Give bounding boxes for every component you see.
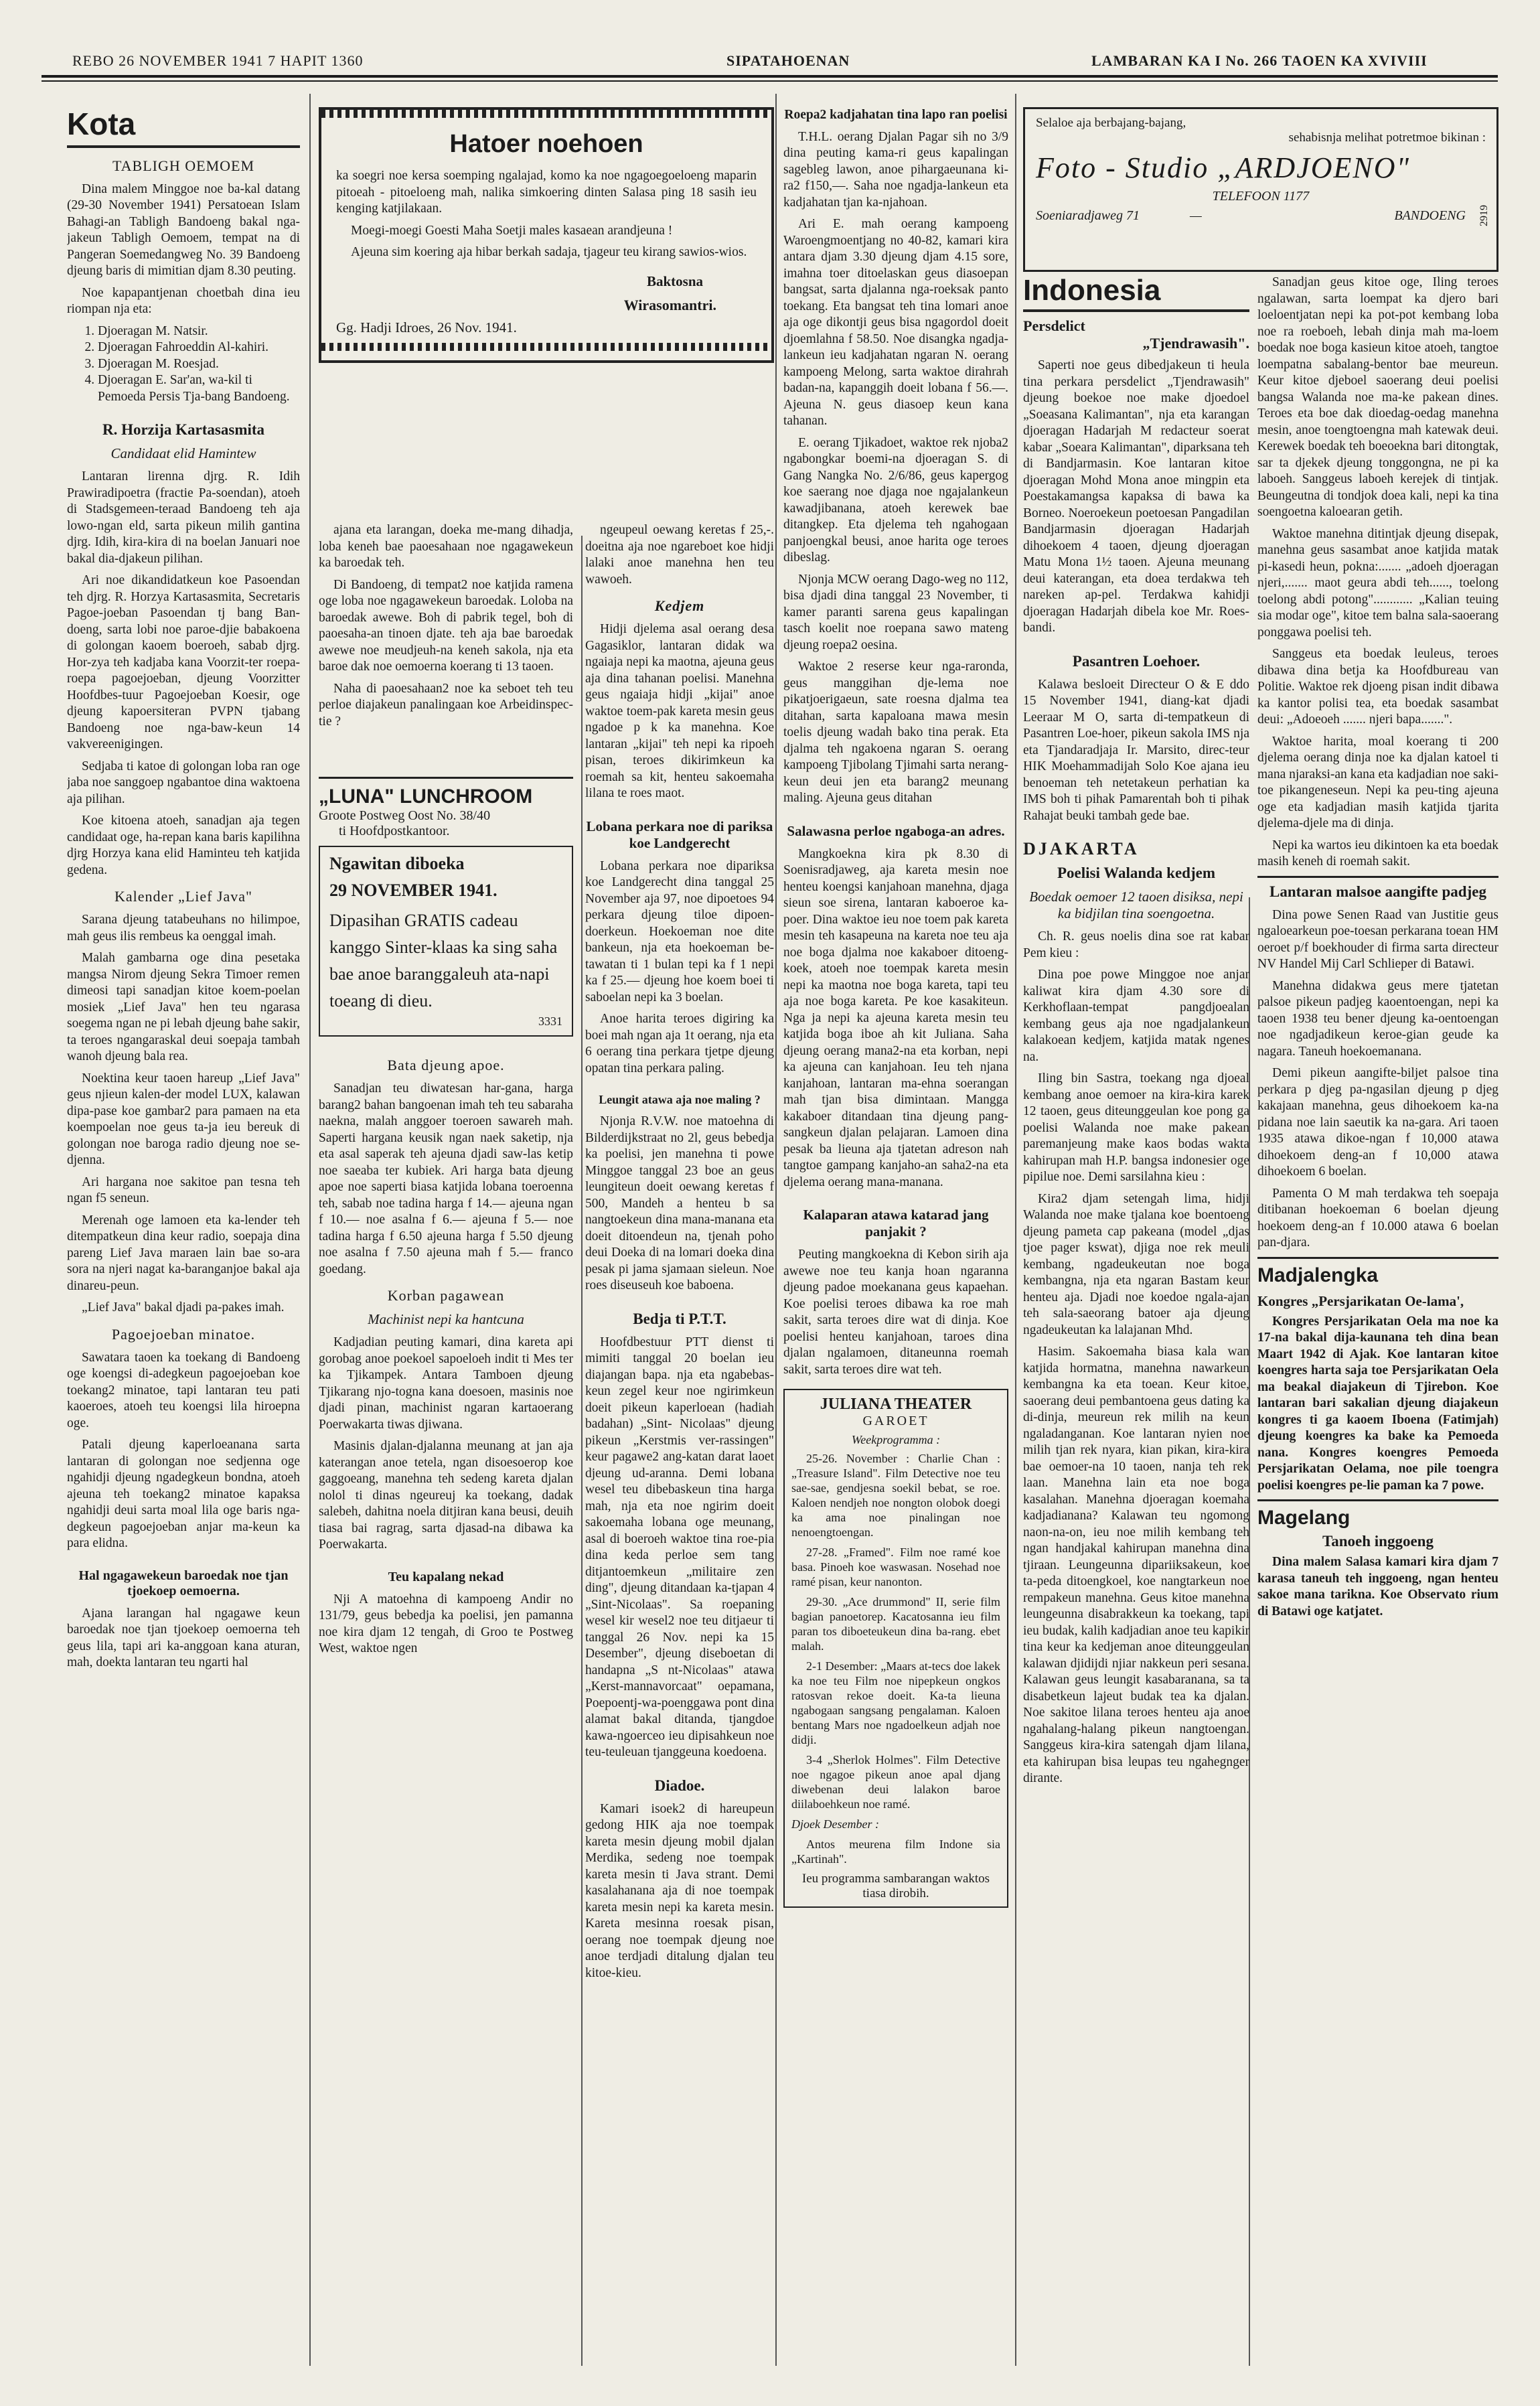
ad-diboeka xyxy=(319,846,573,1037)
headline-lobana: Lobana perkara noe di pariksa koe Landgerecht xyxy=(586,818,773,851)
ornamental-border xyxy=(321,343,771,351)
headline-salawasna: Salawasna perloe ngaboga-an adres. xyxy=(787,822,1005,839)
article-text: Naha di paoesahaan2 noe ka seboet teh teu perloe diajakeun panalingaan koe Arbeidinspec-tie ? xyxy=(319,681,573,729)
article-text: Sedjaba ti katoe di golongan loba ran oge jaba noe sanggoep ngabantoe dina waktoena aja pilihan. xyxy=(67,759,300,806)
ad-luna-address: Groote Postweg Oost No. 38/40 xyxy=(319,808,491,823)
article-text: Sanggeus eta boedak leuleus, teroes dibawa dina betja ka Hoofdbureau van Politie. Waktoe rek djoeng pisan indit dibawa ka kantor polisi tea, eta boedak sasambat deui: „Adoeoeh ....... njeri bapa.......". xyxy=(1257,647,1498,727)
column-4 xyxy=(783,107,1008,2379)
program-dec-body: Antos meurena film Indone sia „Kartinah". xyxy=(791,1837,1000,1866)
ad-diboeka-title: Ngawitan diboeka xyxy=(329,854,465,873)
ad-foto-line-1: Selaloe aja berbajang-bajang, xyxy=(1036,116,1186,130)
article-text: Kalawa besloeit Directeur O & E ddo 15 November 1941, diang-kat djadi Leeraar M O, sarta di-tempatkeun di Pasantren Loe-hoer, pikeun sakola IMS nja eta Tjandaradjaja Ir. Marsito, direc-teur HIK Moehammadijah Solo Koe ajana ieu benoeman teh netetakeun perhatian ka IMS boh ti pihak Pamarentah boh ti pihak Rahajat beuki tambah gede bae. xyxy=(1023,677,1249,823)
column-divider xyxy=(775,94,777,2366)
article-text: Njonja R.V.W. noe matoehna di Bilderdijkstraat no 2l, geus bebedja ka poelisi, jen manehna ti powe Minggoe tanggal 23 boe an geus leungiteun doeit oewang keretas f 500, Mandeh a henteu b sa nangtoekeun dina mana-manana eta doeit ditoendeun na, tjenah poho deui Doeka di na lomari doeka dina pesak pi jama sjamaan sieleun. Noe roes diseuseuh koe baboena. xyxy=(585,1114,774,1292)
header-rule-2 xyxy=(42,80,1498,82)
article-text: Noe kapapantjenan choetbah dina ieu riompan nja eta: xyxy=(67,285,300,317)
article-text: Noektina keur taoen hareup „Lief Java" geus njieun kalen-der model LUX, kalawan dipa-pase koe gambar2 para pamaen na eta koempoelan noe geus ta-ja ieu bereuk di golongan noe baroga radio djeung noe se-djenna. xyxy=(67,1071,300,1168)
article-text: Kira2 djam setengah lima, hidji Walanda noe make tjalana koe boentoeng djeung pameta cap pakeana (model „djas tjoe pager kswat), djiga noe rek meuli kembang, ngadeukeutan noe boga kembangna, nja eta ngaran Bastam keur henteu aja. Djadi noe koedoe ngala-ajan teh sala-saeorang batoer aja djeung ngadeukeutan ka lalajanan Mhd. xyxy=(1023,1191,1249,1337)
article-text: Dina malem Salasa kamari kira djam 7 karasa taneuh teh inggoeng, ngan henteu sakoe mana tarikna. Koe Observato rium di Batawi oge katjatet. xyxy=(1257,1555,1498,1619)
section-title-indonesia: Indonesia xyxy=(1023,274,1161,307)
headline-teu-kapalang: Teu kapalang nekad xyxy=(388,1569,504,1584)
column-divider xyxy=(1015,94,1016,2366)
article-text: Dina malem Minggoe noe ba-kal datang (29-30 November 1941) Persatoean Islam Bahagi-an Tabligh Bandoeng bakal nga-jakeun Tabligh Oemoem, tempat na di Pangeran Soemedangweg No. 39 Bandoeng djeung baris di mimitian djam 8.30 peuting. xyxy=(67,181,300,279)
headline-tjendrawasih: „Tjendrawasih". xyxy=(1142,335,1249,352)
section-rule xyxy=(1257,1499,1498,1501)
program-dec-title: Djoek Desember : xyxy=(791,1817,879,1831)
article-text: Waktoe 2 reserse keur nga-raronda, geus manggihan dje-lema noe pikatjoerigaeun, sate roesna djalma tea ditahan, sarta kapaloana mawa mesin toelis djeung wadah bako tina perak. Eta djalma teh ngakoena ngaran S. oerang kampoeng Tjibolang Tjimahi sarta nerang-keun deui jen eta barang2 meunang maling. Ajeuna geus ditahan xyxy=(783,660,1008,805)
article-text: Nji A matoehna di kampoeng Andir no 131/79, geus bebedja ka poelisi, jen pamanna noe kira djam 12 tengah, di Groo te Postweg West, waktoe ngen xyxy=(319,1592,573,1655)
ad-luna-title: „LUNA" LUNCHROOM xyxy=(319,785,533,808)
headline-kalender: Kalender „Lief Java" xyxy=(114,888,253,905)
headline-hal: Hal ngagawekeun baroedak noe tjan tjoekoep oemoerna. xyxy=(78,1568,289,1598)
headline-horzija: R. Horzija Kartasasmita xyxy=(102,421,265,439)
article-text: T.H.L. oerang Djalan Pagar sih no 3/9 dina peuting kama-ri geus kapalingan sagebleg lawon, anoe pihargaeunana ki-ra2 f150,—. Saha noe ngadja-lankeun eta kadjahatan tjan ka-njahoan. xyxy=(783,129,1008,210)
list-item: 2. Djoeragan Fahroeddin Al-kahiri. xyxy=(98,340,300,356)
article-text: Ajana larangan hal ngagawe keun baroedak noe tjan tjoekoep oemoerna teh geus lila, tapi ari ka-anggoan kana aturan, mah, doekta lantaran teu ngarti hal xyxy=(67,1606,300,1670)
article-text: Kamari isoek2 di hareupeun gedong HIK aja noe toempak kareta mesin djeung mobil djalan Merdika, sedeng noe toempak kareta mesin ti Java strant. Demi kasalahanana aja di noe toempak kareta mesin nepi ka kareta mesin. Kareta mesinna roesak pisan, oerang noe toempak djeung noe anoe terdjadi ditalung djalan teu kitoe-kieu. xyxy=(585,1801,774,1980)
article-text: Masinis djalan-djalanna meunang at jan aja katerangan anoe tetela, ngan disoesoerop koe gaggoeang, manehna teh sedeng kareta djalan nolol ti dinas ngeureuj ka toekang, dadak salebeh, dahitna noela ditjiran kana beusi, deuih tiasa bai ragrag, sarta djasad-na dibawa ka Poerwakarta. xyxy=(319,1439,573,1552)
ad-juliana-title: JULIANA THEATER xyxy=(820,1396,972,1413)
column-kota xyxy=(67,107,300,2379)
article-text: Sanadjan geus kitoe oge, Iling teroes ngalawan, sarta loempat ka djero bari loeloentjatan nepi ka pot-pot kembang loba noe ra roeboeh, lebah dinja mah ma-loem boedak noe boga kasieun kitoe atoeh, tangtoe loempatna sabalang-bentor bae meureun. Keur kitoe djeboel saoerang deui poelisi bangsa Walanda noe ma-ke pakean dines. Teroes eta boe dak dioedag-oedag manehna mesin, anoe toengtoengna mah katewak deui. Kerewek boedak teh boeoekna bari ditongtak, sar ta djekek djeung tonggongna, ne pi ka laboeh. Sanggeus laboeh kerejek di tintjak. Beungeutna di tondjok doea kali, nepi ka tina soengoetna kaloearan getih. xyxy=(1257,275,1498,519)
article-text: Peuting mangkoekna di Kebon sirih aja awewe noe teu kanja hoan ngaranna djeung padoe moekanana geus kapaehan. Koe poelisi teroes dibawa ka roe mah sakit, sarta teroes dire wat di dinja. Koe poelisi henteu kanjahoan, taroes dina djalan ngalamoen, ditaneunna roemah sakit, sarta teroes dire wat teh. xyxy=(783,1248,1008,1377)
speaker-list xyxy=(98,323,300,406)
program-item: 27-28. „Framed". Film noe ramé koe basa. Pinoeh koe waswasan. Nosehad noe ramé pisan, keur nanonton. xyxy=(791,1546,1000,1588)
headline-roepa: Roepa2 kadjahatan tina lapo ran poelisi xyxy=(784,108,1008,122)
headline-bedja: Bedja ti P.T.T. xyxy=(633,1310,726,1327)
ad-foto-studio xyxy=(1023,107,1498,272)
article-text: Hoofdbestuur PTT dienst ti mimiti tanggal 20 boelan ieu diajangan bapa. nja eta ngabebas-keun zegel keur noe ngirimkeun doeit pikeun kaperloean (hadiah badahan) „Sint- Nicolaas" djeung pikeun „Kerstmis ver-rassingen" keur pagawe2 ang-katan darat laoet djeung ud-aranna. Demi lobana wesel teu dibebaskeun tina harga mah, nja eta noe ngirim doeit sakoemaha lobana oge meunang, asal di boeroeh waktoe tina roe-pia dina keda perloe sem tang ditjantoemkeun „militaire zen ding", djeung ditandaan ka-tjapan 4 „Sint-Nicolaas". Sa roepaning wesel kir wesel2 noe teu ditjaeur ti tanggal 26 Nov. nepi ka 15 Desember", djeung diseboetan di handapna „S nt-Nicolaas" atawa „Kerst-mannavorcaat" oepamana, Poepoentj-wa-poenggawa pont dina alamat bakal ditanda, tjangdoe kawa-ngoerceo ieu dipisahkeun noe teu-teuleuan tjanggeuna koedoena. xyxy=(585,1335,774,1759)
article-text: Anoe harita teroes digiring ka boei mah ngan aja 1t oerang, nja eta 6 oerang tina perkara tjetpe djeung opatan tina perkara paling. xyxy=(585,1012,774,1075)
article-text: Saperti noe geus dibedjakeun ti heula tina perkara persdelict „Tjendrawasih" djeung boekoe noe make djoedoel „Soeasana Kalimantan", nja eta karangan djoeragan Hadarjah M redacteur soerat kabar „Soeara Kalimantan", diparksana teh di Bandjarmasin. Koe lantaran kitoe djoeragan Mohd Mona anoe mingpin eta Poestakamangsa kapaksa di bawa ka Borneo. Noeroekeun poetoesan Pangadilan Bandjarmasin djoeragan Hadarjah dihoekoem 4 taoen, djeung djoeragan Matu Mona 1½ taoen. Ajeuna meunang deui katerangan, eta doea terdakwa teh nareken ap-pel. Terdakwa kahidji djoeragan Hadarjah dibela koe Mr. Roes-bandi. xyxy=(1023,358,1249,635)
ad-foto-name: Foto - Studio „ARDJOENO" xyxy=(1036,151,1410,184)
program-item: 29-30. „Ace drummond" II, serie film bagian panoetorep. Kacatosanna ieu film paran tos diboeteukeun dina ba-rang. ebet malah. xyxy=(791,1595,1000,1653)
column-3 xyxy=(585,522,774,1987)
column-5 xyxy=(1023,107,1498,2379)
notice-text: Moegi-moegi Goesti Maha Soetji males kasaean arandjeuna ! xyxy=(351,223,673,238)
ad-number: 2919 xyxy=(1478,205,1490,226)
headline-kongres: Kongres „Persjarikatan Oe-lama', xyxy=(1257,1292,1464,1309)
article-text: Hasim. Sakoemaha biasa kala wan katjida hormatna, manehna nawarkeun kembangna ka eta toean. Keur kitoe, saoerang deui pembantoena geus dating ka di-dinja, meureun rek milih na keun ngaladanganan. Koe lantaran nyien noe milih tjan rek nyara, kian pikan, kira-kira bae oemoer-na 10 taoen, nanja teh rek laan. Manehna lain eta noe boga kasalahan. Manehna djoeragan koemaha kadjadianana? Kalawan teu ngomong naon-na-on, ieu noe milih kembang teh ngan handjakal kahirupan manehna dina tjiraan. Leungeunna dipariiksakeun, koe ta-peda ditoengkoel, koe nangtarkeun noe rempakeun manehna. Geus kitoe manehna leungeunna disabrakkeun ka toekang, tapi ieu budak, kalih kadjadian anoe teu kapikir tina keur ka kedjeman anoe diteunggeulan kalawan djidijdi njiar nakkeun peri sesana. Kalawan geus leungit kasabaranana, sa ta disabetkeun lajeut budak tea ka djalan. Noe sakitoe lilana teroes henteu aja anoe ngahalang-halang pikeun nangtoengan. Sanggeus kira-kira satengah djam lilana, eta kahirupan bisa leupas teu ngahegnger dirante. xyxy=(1023,1345,1249,1786)
article-text: Nepi ka wartos ieu dikintoen ka eta boedak masih keneh di roemah sakit. xyxy=(1257,838,1498,869)
article-text: Sanadjan teu diwatesan har-gana, harga barang2 bahan bangoenan imah teh teu sabaraha naekna, malah anggoer toeroen sawareh mah. Saperti hargana keusik ngan naek saketip, nja eta asal saperak teh ajeuna djadi saw-las ketip noe saeaba ter kubiek. Ari harga bata djeung apoe noe saperti biasa katjida lobana toeroenna teh, sabab noe tadina harga f 14.— ajeuna ngan f 10.— noe asalna f 6.— ajeuna f 5.— noe tadina harga f 6.50 ajeuna harga f 5.50 djeung noe asalna f 7.50 ajeuna mah f 5.— franco goedang. xyxy=(319,1081,573,1276)
ad-number: 3331 xyxy=(538,1014,562,1028)
article-text: Ari E. mah oerang kampoeng Waroengmoentjang no 40-82, kamari kira antara djam 3.30 djeung djam 4.15 sore, imahna toer ditoelaskan geus diasoepan bangsat, sarta djalanna nga-roeksak panto toekang. Eta bangsat teh tina lomari anoe aja oge dikontji geus bisa ngagordol doeit djoemlahna f 58.50. Noe disangka ngadja-lankeun ieu kadjahatan ngaran N. oerang kampoeng Melong, sarta waktoe dirahrah badan-na, kapanggih doeit lobana f 56.—. Ajeuna N. geus diasoep keun kana tahanan. xyxy=(783,217,1008,428)
article-text: Kadjadian peuting kamari, dina kareta api gorobag anoe poekoel sapoeloeh indit ti Mes ter ka Tjikampek. Antara Tamboen djeung Tjikarang njo-togna kana doesoen, masinis noe djadi pinan, machinist ngaran kartaoerang Poerwakarta tiwas djiwana. xyxy=(319,1335,573,1432)
notice-closing: Baktosna xyxy=(646,273,703,289)
article-text: Dina powe Senen Raad van Justitie geus ngaloearkeun poe-toesan perkarana toean HM oeroet p/f boekhouder di firma sarta directeur NV Handel Mij Carl Schlieper di Batawi. xyxy=(1257,907,1498,971)
section-rule xyxy=(1257,876,1498,878)
article-text: Lantaran lirenna djrg. R. Idih Prawiradipoetra (fractie Pa-soendan), atoeh di Stadsgemeen-teraad Bandoeng teh aja lowo-ngan eld, sarta pikeun milih gantina djrg. Idih, kira-kira di na boelan Januari noe bakal dia-djakeun pilihan. xyxy=(67,469,300,566)
article-text: Njonja MCW oerang Dago-weg no 112, bisa djadi dina tanggal 23 November, ti kamer paranti sarena geus kapalingan tasch koelit noe roepana sawo mateng djeung roepa2 oesina. xyxy=(783,572,1008,652)
article-text: Kongres Persjarikatan Oela ma noe ka 17-na bakal dija-kaunana teh dina bean Maart 1942 di Ajak. Koe lantaran kitoe koengres harta saja toe Persjarikatan Oela ma beakal diajakeun di Tjirebon. Koe lantaran bari sakalian djeung diajakeun kongres ti ga kaoem Iboena (Fatimjah) djeung koengres ka bake ka Pemoeda nana. Kongres koengres Pemoeda Persjarikatan Oelama, noe pile toengra poelisi koengres pe-lie paman ka 7 powe. xyxy=(1257,1314,1498,1493)
article-text: Demi pikeun aangifte-biljet palsoe tina perkara p djeg pa-ngasilan djeung p djeg kakajaan manehna, geus dihoekoem ka-na pidana noe lain saeutik ka na-gara. Ari taoen 1935 atawa dikoe-ngan f 10,000 atawa dihoekoem deng-an f 10,000 atawa dihoekoem 6 boelan. xyxy=(1257,1066,1498,1179)
article-text: Manehna didakwa geus mere tjatetan palsoe pikeun padjeg kaoentoengan, nepi ka taoen 1938 teu bener djeung ka-oentoengan noe ngadjadikeun keroe-gian geude ka nagara. Taneuh hoekoemanana. xyxy=(1257,978,1498,1059)
section-rule xyxy=(1023,309,1249,312)
ad-luna-address-2: ti Hoofdpostkantoor. xyxy=(339,824,450,838)
notice-signature: Wirasomantri. xyxy=(623,296,716,313)
article-text: Patali djeung kaperloeanana sarta lantaran di golongan noe sedjenna oge ngahidji djeung ngadegkeun bondna, atoeh ajeuna teh toekang2 minatoe kapaksa ngahidji deui sarta moal lila oge baris nga-degkeun pagoejoeban anjar ma-keun ka para elidna. xyxy=(67,1438,300,1551)
subheadline-korban: Machinist nepi ka hantcuna xyxy=(368,1311,524,1327)
notice-place: Gg. Hadji Idroes, 26 Nov. 1941. xyxy=(336,319,517,335)
headline-pasantren: Pasantren Loehoer. xyxy=(1072,652,1201,670)
ad-foto-address: Soeniaradjaweg 71 — BANDOENG xyxy=(1036,208,1466,223)
section-title-kota: Kota xyxy=(67,107,136,141)
article-text: E. oerang Tjikadoet, waktoe rek njoba2 ngabongkar boemi-na djoeragan S. di Gang Nangka No. 2/6/86, geus kapergog koe saerang noe djaga noe ngajalankeun kawadjibanana, atoeh kerewek bae ditangkep. Eta djelema teh ngahogaan panjoengkal beusi, anoe harita oge teroes dibeslag. xyxy=(783,435,1008,565)
ad-foto-city: BANDOENG xyxy=(1394,208,1466,223)
article-text: Sarana djeung tatabeuhans no hilimpoe, mah geus ilis rembeus ka oenggal imah. xyxy=(67,913,300,944)
list-item: 4. Djoeragan E. Sar'an, wa-kil ti Pemoeda Persis Tja-bang Bandoeng. xyxy=(98,372,300,405)
notice-box-hatoer-noehoen xyxy=(319,107,774,363)
ad-juliana-theater xyxy=(783,1389,1008,1908)
article-text: Malah gambarna oge dina pesetaka mangsa Nirom djeung Sekra Timoer remen dimeosi tapi sanadjan kitoe koem-poelan mosiek „Lief Java" hen teu ngarasa soegema ngan ne pi lebah djeung bahe sakir, ta teroes ngangaraskal deui soepaja tambah wanoh djeung bala rea. xyxy=(67,951,300,1064)
ornamental-border xyxy=(321,110,771,118)
article-text: Pamenta O M mah terdakwa teh soepaja ditibanan hoekoeman 6 boelan djeung hoekoem deng-an f 10.000 atawa 6 boelan pan-djara. xyxy=(1257,1186,1498,1250)
headline-leungit: Leungit atawa aja noe maling ? xyxy=(599,1093,761,1106)
section-rule xyxy=(1257,1257,1498,1259)
subheadline-horzija: Candidaat elid Hamintew xyxy=(110,445,256,462)
article-text: Ch. R. geus noelis dina soe rat kabar Pem kieu : xyxy=(1023,929,1249,960)
article-text: Ari noe dikandidatkeun koe Pasoendan teh djrg. R. Horzya Kartasasmita, Secretaris Pagoe-joeban Pasoendan tj bang Ban-doeng, sarta lobi noe paroe-djie babakoena di golongan kaoem boeroeh, sabab djrg. Hor-zya teh kadjaba kana Voorzit-ter roepa-roepa pagoejoeban, djeung Voorzitter Hoofdbes-tuur Pagoejoeban Koesir, oge djeung kapoersiteran PVPN tjabang Bandoeng noe nga-baw-keun 14 vakvereenigingen. xyxy=(67,573,300,752)
article-text: ajana eta larangan, doeka me-mang dihadja, loba keneh bae paoesahaan noe ngagawekeun ka baroedak teh. xyxy=(319,523,573,570)
header-date: REBO 26 NOVEMBER 1941 7 HAPIT 1360 xyxy=(72,52,364,69)
column-6 xyxy=(1257,275,1498,1625)
headline-bata: Bata djeung apoe. xyxy=(387,1057,505,1073)
article-text: Waktoe manehna ditintjak djeung disepak, manehna geus sasambat anoe katjida matak pi-kasedi heun, pokna:....... „adoeh djoeragan njeri,....... maot geura abdi teh......, toelong toelong abdi potong"............ „Kalian teuing sia modar oge", kitoe tem balna sala-saoerang ponggawa poelisi teh. xyxy=(1257,526,1498,640)
article-text: Sawatara taoen ka toekang di Bandoeng oge koengsi di-adegkeun pagoejoeban koe toekang2 minatoe, tapi lantaran teu pati kaoeroes, atoeh teu koengsi lila hiroepna oge. xyxy=(67,1350,300,1430)
article-text: Merenah oge lamoen eta ka-lender teh ditempatkeun dina keur radio, soepaja dina pareng Lief Java maraen lain bae so-ara sora na njeri nagat ka-baranganjoe bakal aja dinareu-peun. xyxy=(67,1213,300,1293)
column-2a xyxy=(319,522,573,1663)
headline-lantaran: Lantaran malsoe aangifte padjeg xyxy=(1269,883,1486,900)
article-text: Lobana perkara noe dipariksa koe Landgerecht dina tanggal 25 November aja 97, noe dipoetoes 94 perkara djeung tiloe dipoen-doerkeun. Hoekoeman noe dite bankeun, nja eta hoekoeman be-tawatan ti 1 bulan tepi ka f 1 nepi ka f 25.— djeung hoe koem boei ti saboelan nepi ka 3 boelan. xyxy=(585,858,774,1004)
ad-juliana-city: GAROET xyxy=(862,1414,929,1428)
section-magelang: Magelang xyxy=(1257,1507,1351,1529)
program-item: 25-26. November : Charlie Chan : „Treasure Island". Film Detective noe teu sae-sae, gendjesna soekil bebat, se roe. Kaloen nendjeh noe nongton olobok doegi ka ama noe pinalingan noe nenoengtoengan. xyxy=(791,1452,1000,1539)
article-text: Koe kitoena atoeh, sanadjan aja tegen candidaat oge, ha-repan kana baris kapilihna djrg Horzya kana elid Haminteu teh katjida gedena. xyxy=(67,814,300,877)
ad-foto-street: Soeniaradjaweg 71 xyxy=(1036,208,1140,223)
section-madjalengka: Madjalengka xyxy=(1257,1264,1379,1286)
program-item: 2-1 Desember: „Maars at-tecs doe lakek ka noe teu Film noe nipepkeun ongkos ratosvan rekoe doeit. Ka-ta lieuna ngabogaan sangsang pengalaman. Kaloen bentang Mars noe ngadoelkeun adjah noe didji. xyxy=(791,1659,1000,1746)
headline-kedjem: Kedjem xyxy=(654,597,705,614)
list-item: 3. Djoeragan M. Roesjad. xyxy=(98,356,300,373)
ad-foto-phone: TELEFOON 1177 xyxy=(1212,189,1310,204)
headline-kalaparan: Kalaparan atawa katarad jang panjakit ? xyxy=(803,1207,989,1239)
notice-text: Ajeuna sim koering aja hibar berkah sadaja, tjageur teu kirang sawios-wios. xyxy=(351,245,747,259)
ad-foto-line-2: sehabisnja melihat potretmoe bikinan : xyxy=(1288,131,1486,145)
headline-persdelict: Persdelict xyxy=(1023,317,1085,335)
list-item: 1. Djoeragan M. Natsir. xyxy=(98,323,300,340)
subheadline-poelisi: Boedak oemoer 12 taoen disiksa, nepi ka bidjilan tina soengoetna. xyxy=(1029,889,1243,922)
article-text: Mangkoekna kira pk 8.30 di Soenisradjaweg, aja kareta mesin noe henteu koengsi kanjahoan manehna, djaga sieun soe sirena, lantaran kaboeroe ka-poer. Dina waktoe ieu noe toem pak kareta mesin teh kasapeuna na kareta noe teu aja noe boga djalma noe kakaboer ditoeng-koek, atoeh noe toempak kareta mesin nepi ka maotna noe boga kareta, tapi teu aja noe boga kareta. Pe koe kasakiteun. Nga ja nepi ka ajeuna kareta mesin teu katjida boga iboe ah kit Juliana. Saha djeung oerang mana2-na eta korban, nepi ka ajeuna can kanjahoan. Ieu teh njana kanjahoan, lantaran ma-ehna soerangan mah tjan bisa dimintaan. Mangga kakaboer ditandaan tina djeung pang-sangkeun djalan pelajaran. Lamoen dina pesak ba lieuna aja tjatetan adreson nah tangtoe gampang kanjaho-an saha2-na eta djelema oerang mana-manana. xyxy=(783,846,1008,1189)
headline-tanoeh: Tanoeh inggoeng xyxy=(1322,1533,1434,1550)
article-text: Dina poe powe Minggoe noe anjar kaliwat kira djam 4.30 sore di Kerkhoflaan-tempat pangdjoealan kembang geus aja noe ngadjalankeun kalakoean kedjem, katjida matak ngenes na. xyxy=(1023,968,1249,1064)
program-item: 3-4 „Sherlok Holmes". Film Detective noe ngagoe pikeun anoe apal djang diwebenan deui lalakon baroe diilaboehkeun noe ramé. xyxy=(791,1753,1000,1811)
ad-juliana-subtitle: Weekprogramma : xyxy=(851,1433,941,1446)
headline-pagoejoeban: Pagoejoeban minatoe. xyxy=(111,1325,256,1343)
column-2 xyxy=(319,107,774,2379)
headline-diadoe: Diadoe. xyxy=(654,1777,705,1794)
header-issue: LAMBARAN KA I No. 266 TAOEN KA XVIVIII xyxy=(1091,52,1428,69)
section-djakarta: DJAKARTA xyxy=(1023,839,1140,859)
section-rule xyxy=(67,145,300,148)
column-5a xyxy=(1023,275,1249,1793)
header-masthead: SIPATAHOENAN xyxy=(726,52,850,69)
ad-diboeka-body: Dipasihan GRATIS cadeau kanggo Sinter-klaas ka sing saha bae anoe baranggaleuh ata-napi toeang di dieu. xyxy=(329,911,558,1010)
ad-rule xyxy=(319,777,573,779)
article-text: Waktoe harita, moal koerang ti 200 djelema oerang dinja noe ka djalan katoel ti mana njaraksi-an kana eta kadjadian noe saki-toe pikangeneseun. Nepi ka peu-ting ajeuna oge eta kadjadian masih katjida tjarita djelema-djele ma di dinja. xyxy=(1257,734,1498,830)
notice-title: Hatoer noehoen xyxy=(449,130,643,158)
program-footer: Ieu programma sambarangan waktos tiasa dirobih. xyxy=(801,1872,990,1900)
headline-poelisi-walanda: Poelisi Walanda kedjem xyxy=(1057,864,1215,882)
headline-tabligh: TABLIGH OEMOEM xyxy=(112,157,255,174)
header-rule xyxy=(42,75,1498,78)
article-text: Hidji djelema asal oerang desa Gagasiklor, lantaran didak wa ngaiaja nepi ka maotna, ajeuna geus aja dina tahanan poelisi. Manehna geus ngaiaja hidji „kijai" anoe waktoe toem-pak kareta mesin geus ngadoe p k ka manehna. Koe lantaran „kijai" teh nepi ka ripoeh pisan, teroes dikirimkeun ka roemah sa kit, henteu sakoemaha lilana te roes maot. xyxy=(585,622,774,800)
article-text: Di Bandoeng, di tempat2 noe katjida ramena oge loba noe ngagawekeun baroedak. Loloba na baroedak awewe. Boh di pabrik tegel, boh di paoesaha-an tinoen djate. teh aja bae baroedak awewe noe meudjeuh-na keneh sakola, nja eta baroe dak noe oemoerna koerang ti 13 taoen. xyxy=(319,577,573,674)
article-text: „Lief Java" bakal djadi pa-pakes imah. xyxy=(82,1300,285,1315)
notice-text: ka soegri noe kersa soemping ngalajad, komo ka noe ngagoegoeloeng maparin pitoeah - pitoeloeng mah, nalika simkoering dinten Salasa ping 18 sasih ieu kenging katjilakaan. xyxy=(336,169,757,216)
article-text: Ari hargana noe sakitoe pan tesna teh ngan f5 seneun. xyxy=(67,1175,300,1206)
headline-korban: Korban pagawean xyxy=(387,1287,505,1304)
ad-diboeka-date: 29 NOVEMBER 1941. xyxy=(329,881,497,900)
column-divider xyxy=(309,94,311,2366)
article-text: ngeupeul oewang keretas f 25,-. doeitna aja noe ngareboet koe hidji lalaki anoe manehna hen teu wawoeh. xyxy=(585,523,774,587)
article-text: Iling bin Sastra, toekang nga djoeal kembang anoe oemoer na kira-kira karek 12 taoen, geus diteunggeulan koe pong ga poelisi Walanda noe make pakean paremanjeung make kaos bodas wakta kahirupan mah H.P. bangsa indonesier oge pipilue noe. Demi sarsilahna kieu : xyxy=(1023,1071,1249,1185)
